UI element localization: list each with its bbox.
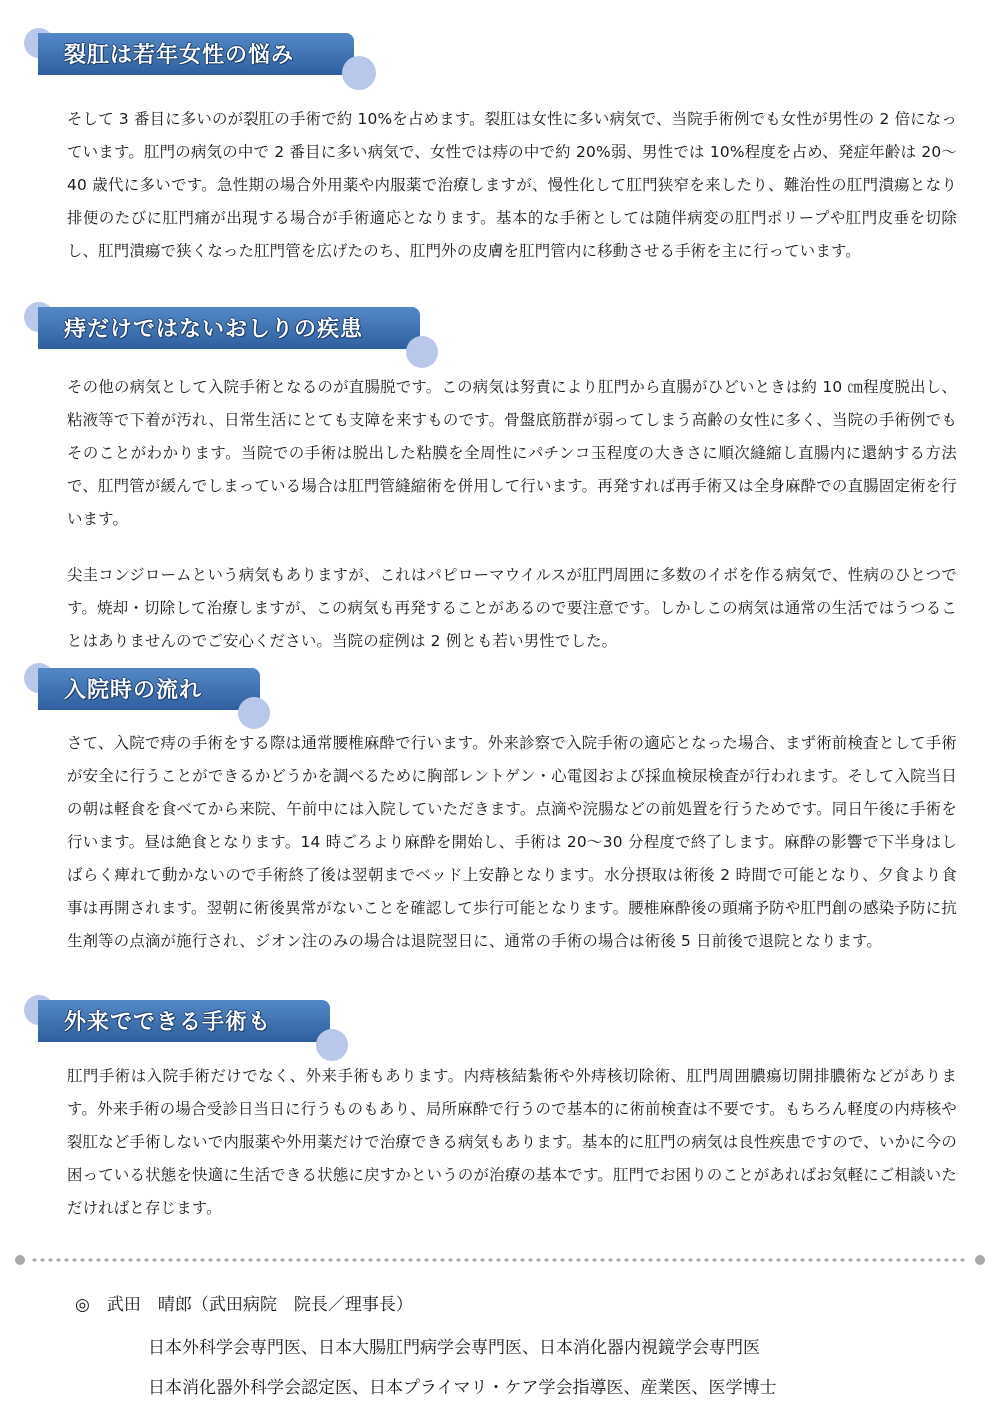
heading-dot-right-icon: [316, 1029, 348, 1061]
heading-dot-right-icon: [406, 336, 438, 368]
author-credential: 日本外科学会専門医、日本大腸肛門病学会専門医、日本消化器内視鏡学会専門医: [148, 1338, 760, 1358]
author-credential: 日本消化器外科学会認定医、日本プライマリ・ケア学会指導医、産業医、医学博士: [148, 1378, 777, 1398]
section-paragraph: その他の病気として入院手術となるのが直腸脱です。この病気は努責により肛門から直腸がひどいときは約 10 ㎝程度脱出し、粘液等で下着が汚れ、日常生活にとても支障を来すものです。骨盤底筋群が弱ってしまう高齢の女性に多く、当院の手術例でもそのことがわかります。当院での手術は脱出した粘膜を全周性にパチンコ玉程度の大きさに順次縫縮し直腸内に還納する方法で、肛門管が緩んでしまっている場合は肛門管縫縮術を併用して行います。再発すれば再手術又は全身麻酔での直腸固定術を行います。: [67, 378, 957, 528]
section-title: 外来でできる手術も: [64, 1010, 272, 1035]
section-title: 痔だけではないおしりの疾患: [64, 317, 364, 342]
section-heading-anal-fissure: [24, 28, 384, 76]
section-paragraph: さて、入院で痔の手術をする際は通常腰椎麻酔で行います。外来診察で入院手術の適応となった場合、まず術前検査として手術が安全に行うことができるかどうかを調べるために胸部レントゲン・心電図および採血検尿検査が行われます。そして入院当日の朝は軽食を食べてから来院、午前中には入院していただきます。点滴や浣腸などの前処置を行うためです。同日午後に手術を行います。昼は絶食となります。14 時ごろより麻酔を開始し、手術は 20～30 分程度で終了します。麻酔の影響で下半身はしばらく痺れて動かないので手術終了後は翌朝までベッド上安静となります。水分摂取は術後 2 時間で可能となり、夕食より食事は再開されます。翌朝に術後異常がないことを確認して歩行可能となります。腰椎麻酔後の頭痛予防や肛門創の感染予防に抗生剤等の点滴が施行され、ジオン注のみの場合は退院翌日に、通常の手術の場合は術後 5 日前後で退院となります。: [67, 734, 957, 950]
section-paragraph: 肛門手術は入院手術だけでなく、外来手術もあります。内痔核結紮術や外痔核切除術、肛門周囲膿瘍切開排膿術などがあります。外来手術の場合受診日当日に行うものもあり、局所麻酔で行うので基本的に術前検査は不要です。もちろん軽度の内痔核や裂肛など手術しないで内服薬や外用薬だけで治療できる病気もあります。基本的に肛門の病気は良性疾患ですので、いかに今の困っている状態を快適に生活できる状態に戻すかというのが治療の基本です。肛門でお困りのことがあればお気軽にご相談いただければと存じます。: [67, 1067, 957, 1217]
dotted-divider: [14, 1252, 986, 1268]
heading-dot-right-icon: [238, 697, 270, 729]
section-paragraph: そして 3 番目に多いのが裂肛の手術で約 10%を占めます。裂肛は女性に多い病気で、当院手術例でも女性が男性の 2 倍になっています。肛門の病気の中で 2 番目に多い病気で、女性では痔の中で約 20%弱、男性では 10%程度を占め、発症年齢は 20～40 歳代に多いです。急性期の場合外用薬や内服薬で治療しますが、慢性化して肛門狭窄を来したり、難治性の肛門潰瘍となり排便のたびに肛門痛が出現する場合が手術適応となります。基本的な手術としては随伴病変の肛門ポリープや肛門皮垂を切除し、肛門潰瘍で狭くなった肛門管を広げたのち、肛門外の皮膚を肛門管内に移動させる手術を主に行っています。: [67, 110, 957, 260]
section-heading-other-diseases: [24, 302, 444, 350]
section-paragraph: 尖圭コンジロームという病気もありますが、これはパピローマウイルスが肛門周囲に多数のイボを作る病気で、性病のひとつです。焼却・切除して治療しますが、この病気も再発することがあるので要注意です。しかしこの病気は通常の生活ではうつることはありませんのでご安心ください。当院の症例は 2 例とも若い男性でした。: [67, 566, 957, 650]
section-heading-hospitalization-flow: [24, 663, 284, 711]
heading-dot-right-icon: [342, 56, 376, 90]
author-line: ◎ 武田 晴郎（武田病院 院長／理事長）: [75, 1295, 413, 1315]
section-title: 入院時の流れ: [64, 678, 203, 703]
section-title: 裂肛は若年女性の悩み: [64, 43, 295, 68]
section-heading-outpatient-surgery: [24, 995, 364, 1043]
